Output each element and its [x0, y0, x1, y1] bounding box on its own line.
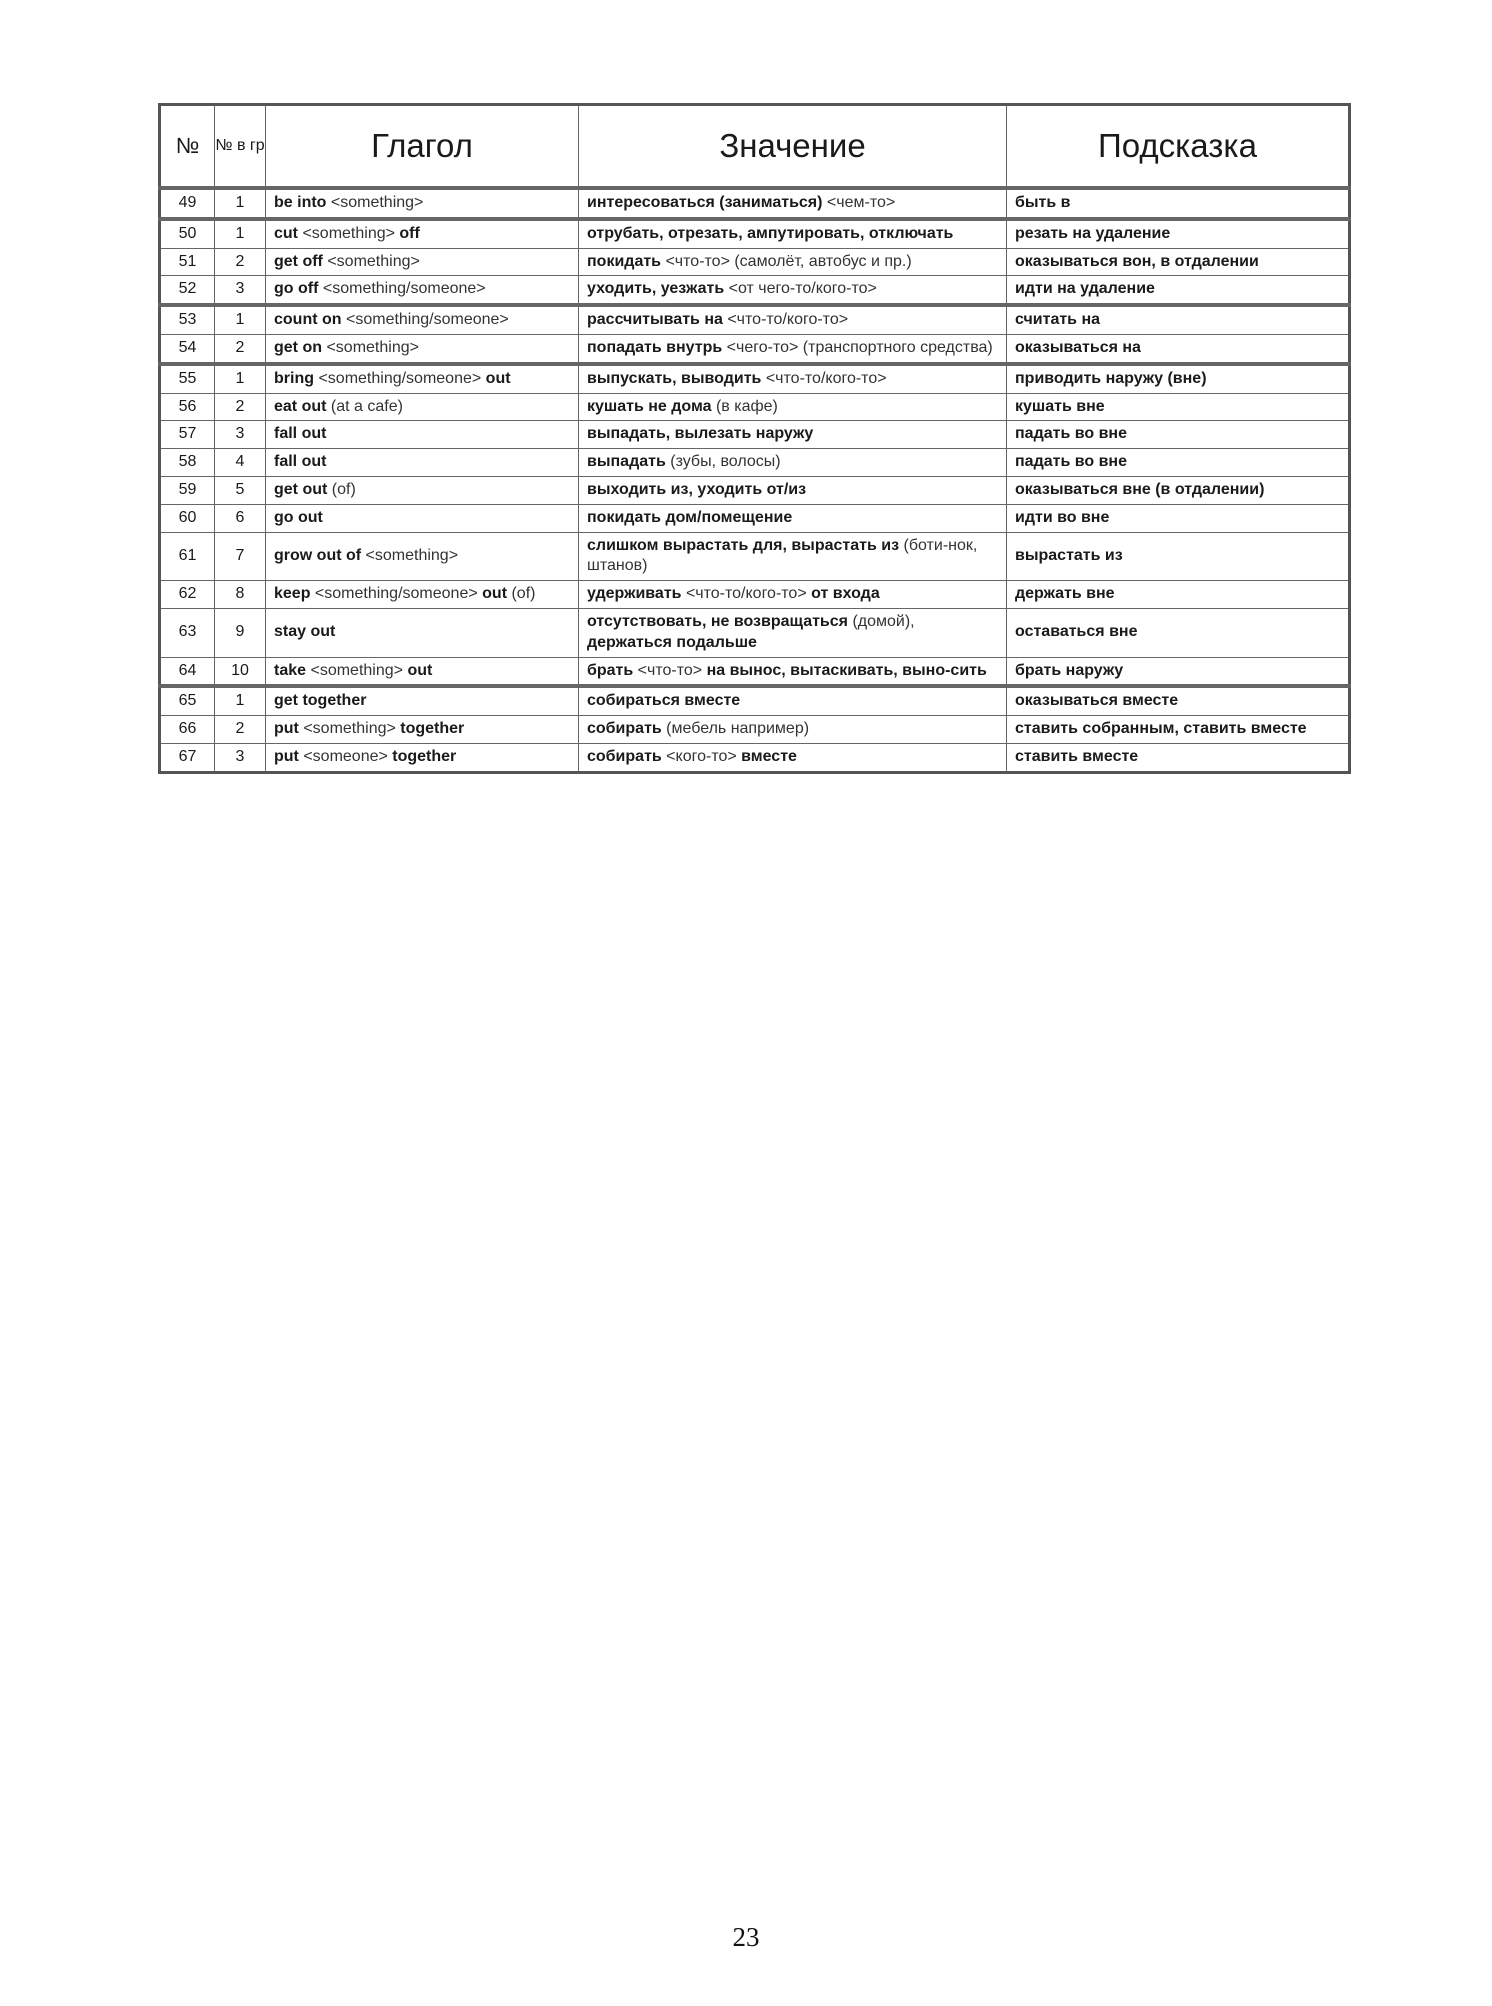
header-verb: Глагол [266, 105, 579, 189]
table-row [160, 276, 1350, 305]
plain-text: (в кафе) [711, 397, 778, 415]
plain-text: <чего-то> (транспортного средства) [722, 338, 993, 356]
bold-text: выпадать [587, 453, 666, 471]
meaning-cell [579, 657, 1007, 686]
bold-text: удерживать [587, 585, 682, 603]
hint-cell: приводить наружу (вне) [1007, 364, 1350, 393]
meaning-cell [579, 305, 1007, 334]
group-number: 1 [215, 188, 266, 219]
meaning-cell [579, 476, 1007, 504]
verb-cell [266, 305, 579, 334]
meaning-cell [579, 716, 1007, 744]
bold-text: off [399, 224, 420, 242]
bold-text: покидать дом/помещение [587, 508, 793, 526]
verb-cell [266, 686, 579, 715]
bold-text: выпадать, вылезать наружу [587, 425, 814, 443]
bold-text: get together [274, 692, 367, 710]
verb-cell [266, 248, 579, 276]
plain-text: <something> [322, 338, 419, 356]
bold-text: count on [274, 311, 342, 329]
group-number: 6 [215, 504, 266, 532]
bold-text: уходить, уезжать [587, 280, 725, 298]
plain-text: <something/someone> [310, 585, 483, 603]
group-number: 1 [215, 364, 266, 393]
row-number: 59 [160, 476, 215, 504]
hint-cell: идти на удаление [1007, 276, 1350, 305]
meaning-cell [579, 581, 1007, 609]
bold-text: выпускать, выводить [587, 369, 762, 387]
plain-text: (домой), [848, 612, 915, 630]
bold-text: отсутствовать, не возвращаться [587, 612, 848, 630]
meaning-cell [579, 421, 1007, 449]
plain-text: <кого-то> [661, 747, 742, 765]
group-number: 3 [215, 421, 266, 449]
hint-cell: держать вне [1007, 581, 1350, 609]
header-meaning: Значение [579, 105, 1007, 189]
plain-text: <something/someone> [314, 369, 486, 387]
bold-text: stay out [274, 623, 336, 641]
bold-text: put [274, 747, 299, 765]
plain-text: (at a cafe) [326, 397, 403, 415]
plain-text: <something> [298, 224, 400, 242]
hint-cell: быть в [1007, 188, 1350, 219]
bold-text: кушать не дома [587, 397, 712, 415]
hint-cell: брать наружу [1007, 657, 1350, 686]
meaning-cell [579, 248, 1007, 276]
group-number: 1 [215, 219, 266, 248]
bold-text: put [274, 720, 299, 738]
group-number: 3 [215, 276, 266, 305]
verb-cell [266, 476, 579, 504]
bold-text: out [407, 661, 433, 679]
meaning-cell [579, 188, 1007, 219]
bold-text: keep [274, 585, 311, 603]
header-num: № [160, 105, 215, 189]
table-row [160, 686, 1350, 715]
bold-text: отрубать, отрезать, ампутировать, отключать [587, 224, 954, 242]
hint-cell: кушать вне [1007, 393, 1350, 421]
hint-cell: резать на удаление [1007, 219, 1350, 248]
verb-cell [266, 657, 579, 686]
hint-cell: ставить собранным, ставить вместе [1007, 716, 1350, 744]
bold-text: together [392, 747, 457, 765]
page-number: 23 [732, 1922, 760, 1952]
meaning-cell [579, 608, 1007, 657]
group-number: 2 [215, 393, 266, 421]
plain-text: <что-то/кого-то> [722, 311, 849, 329]
meaning-cell [579, 393, 1007, 421]
bold-text: get on [274, 338, 322, 356]
hint-cell: оказываться на [1007, 334, 1350, 363]
table-row [160, 657, 1350, 686]
bold-text: take [274, 661, 307, 679]
row-number: 62 [160, 581, 215, 609]
group-number: 2 [215, 716, 266, 744]
plain-text: <что-то> (самолёт, автобус и пр.) [661, 252, 912, 270]
meaning-cell [579, 504, 1007, 532]
plain-text: (of) [507, 585, 536, 603]
group-number: 8 [215, 581, 266, 609]
verb-cell [266, 219, 579, 248]
row-number: 64 [160, 657, 215, 686]
group-number: 2 [215, 334, 266, 363]
bold-text: на вынос, вытаскивать, выно-сить [706, 661, 987, 679]
hint-cell: ставить вместе [1007, 743, 1350, 772]
bold-text: eat out [274, 397, 327, 415]
verb-cell [266, 364, 579, 393]
row-number: 61 [160, 532, 215, 581]
meaning-cell [579, 364, 1007, 393]
hint-cell: идти во вне [1007, 504, 1350, 532]
row-number: 53 [160, 305, 215, 334]
table-row [160, 716, 1350, 744]
row-number: 57 [160, 421, 215, 449]
bold-text: cut [274, 224, 298, 242]
meaning-cell [579, 686, 1007, 715]
plain-text: <something> [322, 252, 420, 270]
bold-text: be into [274, 194, 327, 211]
hint-cell: оказываться вместе [1007, 686, 1350, 715]
bold-text: интересоваться (заниматься) [587, 194, 823, 211]
verb-cell [266, 532, 579, 581]
table-row [160, 476, 1350, 504]
table-row [160, 219, 1350, 248]
plain-text: (мебель например) [661, 720, 810, 738]
verb-cell [266, 504, 579, 532]
row-number: 58 [160, 449, 215, 477]
hint-cell: оказываться вне (в отдалении) [1007, 476, 1350, 504]
verb-cell [266, 393, 579, 421]
verb-cell [266, 188, 579, 219]
hint-cell: оставаться вне [1007, 608, 1350, 657]
plain-text: <something> [306, 661, 408, 679]
group-number: 9 [215, 608, 266, 657]
plain-text: <что-то/кого-то> [761, 369, 887, 387]
plain-text: <something> [326, 194, 424, 211]
plain-text: <что-то> [633, 661, 707, 679]
hint-cell: падать во вне [1007, 421, 1350, 449]
table-row [160, 504, 1350, 532]
phrasal-verb-table [158, 103, 1351, 774]
group-number: 3 [215, 743, 266, 772]
verb-cell [266, 743, 579, 772]
group-number: 7 [215, 532, 266, 581]
bold-text: go out [274, 508, 323, 526]
plain-text: (of) [327, 480, 356, 498]
table-row [160, 393, 1350, 421]
plain-text: <чем-то> [822, 194, 896, 211]
bold-text: together [400, 720, 465, 738]
bold-text: get out [274, 480, 328, 498]
table-body [160, 188, 1350, 772]
row-number: 55 [160, 364, 215, 393]
plain-text: (зубы, волосы) [665, 453, 781, 471]
bold-text: собираться вместе [587, 692, 741, 710]
plain-text: <something> [298, 720, 401, 738]
table-row [160, 449, 1350, 477]
group-number: 2 [215, 248, 266, 276]
hint-cell: считать на [1007, 305, 1350, 334]
bold-text: out [485, 369, 511, 387]
verb-cell [266, 276, 579, 305]
plain-text: (боти-нок, штанов) [587, 536, 978, 575]
table-row [160, 305, 1350, 334]
row-number: 50 [160, 219, 215, 248]
group-number: 10 [215, 657, 266, 686]
meaning-cell [579, 219, 1007, 248]
table-header-row [160, 105, 1350, 189]
bold-text: брать [587, 661, 634, 679]
row-number: 65 [160, 686, 215, 715]
bold-text: собирать [587, 747, 662, 765]
plain-text: <something/someone> [341, 311, 509, 329]
plain-text: <something> [361, 546, 459, 564]
group-number: 4 [215, 449, 266, 477]
plain-text: <что-то/кого-то> [681, 585, 812, 603]
bold-text: fall out [274, 425, 327, 443]
header-group-num: № в гр [215, 105, 266, 189]
hint-cell: вырастать из [1007, 532, 1350, 581]
meaning-cell [579, 743, 1007, 772]
bold-text: выходить из, уходить от/из [587, 480, 807, 498]
bold-text: bring [274, 369, 314, 387]
bold-text: рассчитывать на [587, 311, 723, 329]
bold-text: слишком вырастать для, вырастать из [587, 536, 900, 554]
bold-text: grow out of [274, 546, 362, 564]
table-row [160, 364, 1350, 393]
verb-cell [266, 421, 579, 449]
group-number: 1 [215, 305, 266, 334]
row-number: 63 [160, 608, 215, 657]
group-number: 5 [215, 476, 266, 504]
table-row [160, 743, 1350, 772]
row-number: 51 [160, 248, 215, 276]
bold-text: go off [274, 280, 319, 298]
hint-cell: оказываться вон, в отдалении [1007, 248, 1350, 276]
table-row [160, 188, 1350, 219]
meaning-cell [579, 276, 1007, 305]
group-number: 1 [215, 686, 266, 715]
row-number: 54 [160, 334, 215, 363]
bold-text: out [482, 585, 508, 603]
hint-cell: падать во вне [1007, 449, 1350, 477]
row-number: 56 [160, 393, 215, 421]
meaning-cell [579, 334, 1007, 363]
table-row [160, 608, 1350, 657]
verb-cell [266, 581, 579, 609]
bold-text: от входа [811, 585, 880, 603]
table-row [160, 248, 1350, 276]
header-hint: Подсказка [1007, 105, 1350, 189]
verb-cell [266, 334, 579, 363]
table-row [160, 581, 1350, 609]
bold-text: fall out [274, 453, 327, 471]
plain-text: <something/someone> [318, 280, 486, 298]
plain-text: <от чего-то/кого-то> [724, 280, 877, 298]
row-number: 49 [160, 188, 215, 219]
bold-text: собирать [587, 720, 662, 738]
meaning-cell [579, 449, 1007, 477]
bold-text: вместе [741, 747, 797, 765]
table-row [160, 421, 1350, 449]
bold-text: get off [274, 252, 323, 270]
row-number: 67 [160, 743, 215, 772]
bold-text: попадать внутрь [587, 338, 723, 356]
verb-cell [266, 608, 579, 657]
verb-cell [266, 716, 579, 744]
bold-text: держаться подальше [587, 633, 757, 651]
row-number: 52 [160, 276, 215, 305]
row-number: 66 [160, 716, 215, 744]
bold-text: покидать [587, 252, 662, 270]
table-row [160, 334, 1350, 363]
plain-text: <someone> [298, 747, 393, 765]
meaning-cell [579, 532, 1007, 581]
verb-cell [266, 449, 579, 477]
table-row [160, 532, 1350, 581]
row-number: 60 [160, 504, 215, 532]
